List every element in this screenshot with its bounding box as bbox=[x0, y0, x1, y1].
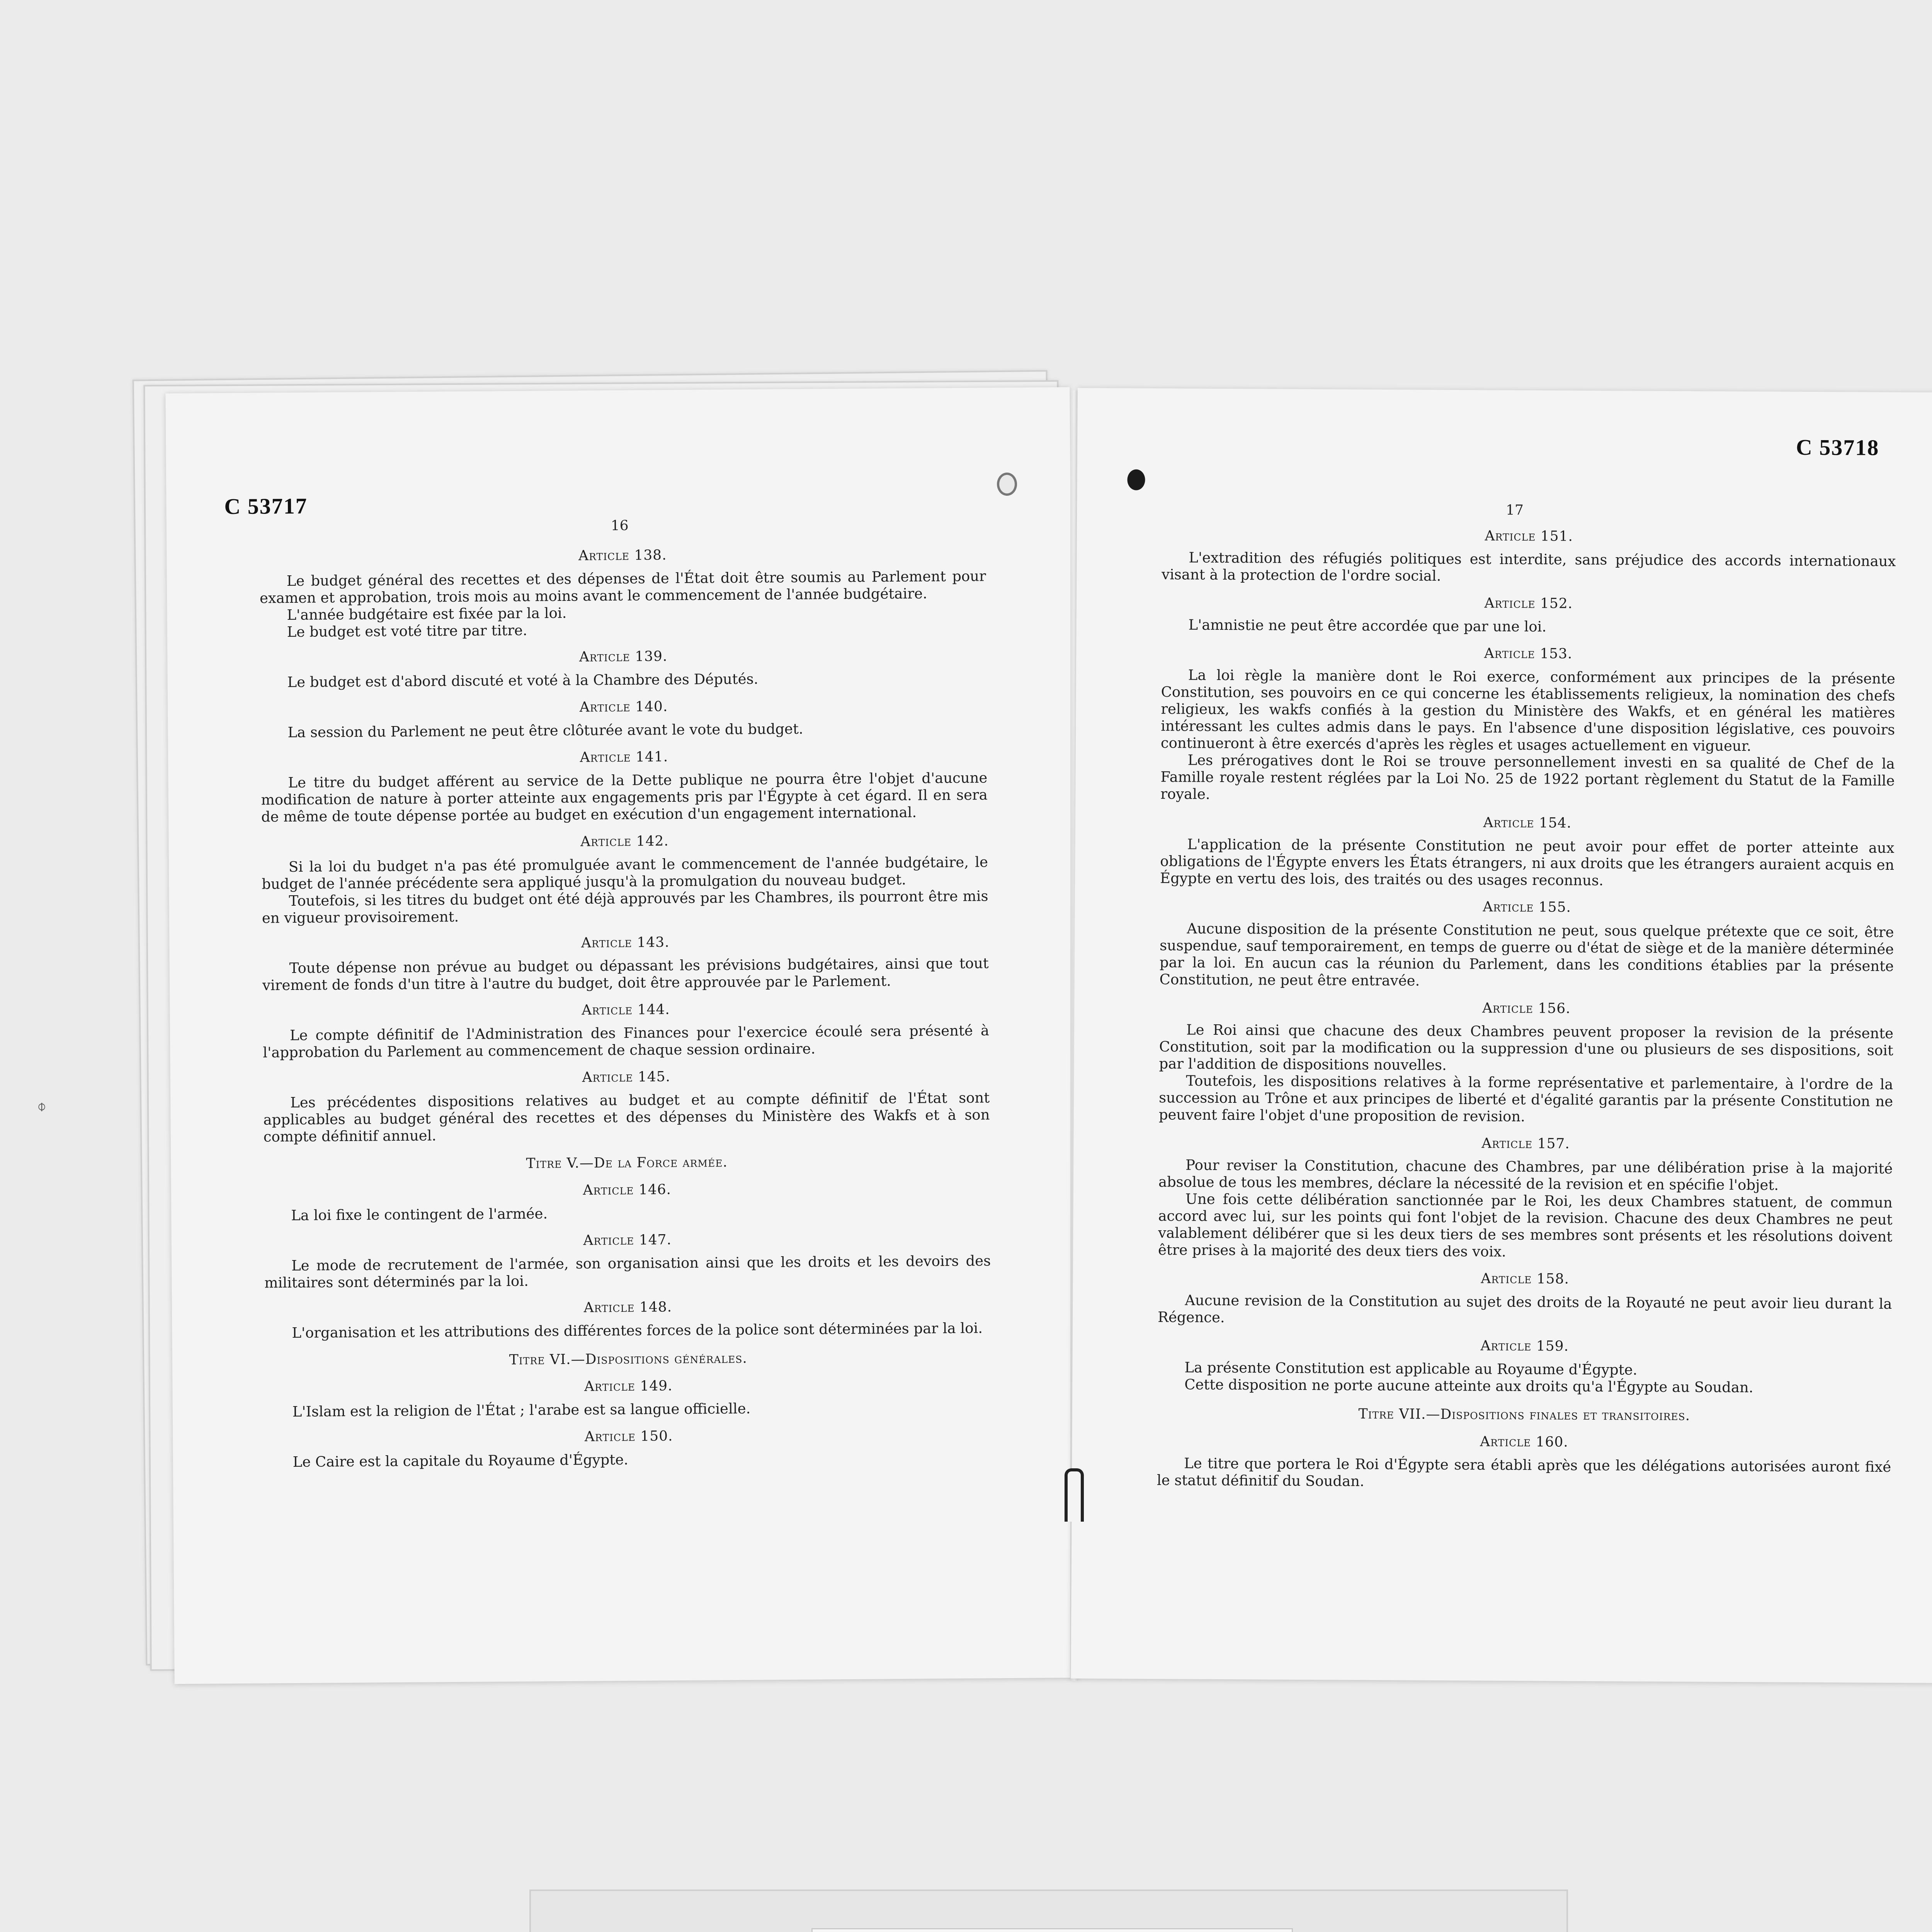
article-paragraph: Les prérogatives dont le Roi se trouve personnellement investi en sa qualité de Chef de la Famille royale restent réglées par la Loi No. 25 de 1922 portant règlement du Statut de la Famille royale. bbox=[1160, 752, 1895, 803]
article-heading: Article 141. bbox=[580, 749, 668, 765]
article-paragraph: L'année budgétaire est fixée par la loi. bbox=[287, 604, 567, 624]
article-paragraph: La loi fixe le contingent de l'armée. bbox=[291, 1205, 548, 1224]
staple-icon bbox=[1065, 1468, 1084, 1522]
article-heading: Article 147. bbox=[583, 1232, 672, 1248]
article-paragraph: Toutefois, si les titres du budget ont été déjà approuvés par les Chambres, ils pourront être mis en vigueur provisoirement. bbox=[262, 888, 988, 927]
article-heading: Article 148. bbox=[583, 1299, 672, 1316]
article-paragraph: Toute dépense non prévue au budget ou dépassant les prévisions budgétaires, ainsi que tout virement de fonds d'un titre à l'autre du budget, doit être approuvée par le Parlement. bbox=[262, 955, 989, 994]
open-booklet bbox=[139, 375, 1932, 1743]
article-paragraph: Le compte définitif de l'Administration des Finances pour l'exercice écoulé sera présenté à l'approbation du Parlement au commencement de chaque session ordinaire. bbox=[263, 1022, 990, 1061]
right-text-column bbox=[1157, 516, 1896, 1493]
title-heading: Titre VI.—Dispositions générales. bbox=[509, 1350, 748, 1368]
article-paragraph: Toutefois, les dispositions relatives à la forme représentative et parlementaire, à l'ordre de la succession au Trône et aux principes de liberté et d'égalité garantis par la présente Constitution ne peuvent faire l'objet d'une proposition de revision. bbox=[1158, 1072, 1893, 1125]
article-paragraph: Une fois cette délibération sanctionnée par le Roi, les deux Chambres statuent, de commun accord avec lui, sur les points qui font l'objet de la revision. Chacune des deux Chambres ne peut valablement délibérer que si les deux tiers de ses membres sont présents et les résolutions doivent être prises à la majorité des deux tiers des voix. bbox=[1158, 1190, 1893, 1260]
article-heading: Article 139. bbox=[579, 648, 668, 665]
title-heading: Titre V.—De la Force armée. bbox=[526, 1154, 728, 1172]
article-heading: Article 146. bbox=[583, 1182, 672, 1198]
article-paragraph: Pour reviser la Constitution, chacune des Chambres, par une délibération prise à la majorité absolue de tous les membres, déclare la nécessité de la revision et en spécifie l'objet. bbox=[1158, 1156, 1893, 1194]
article-paragraph: Si la loi du budget n'a pas été promulguée avant le commencement de l'année budgétaire, le budget de l'année précédente sera appliqué jusqu'à la promulgation du nouveau budget. bbox=[262, 854, 988, 893]
article-heading: Article 144. bbox=[582, 1002, 670, 1018]
article-heading: Article 156. bbox=[1482, 1000, 1571, 1017]
article-paragraph: La loi règle la manière dont le Roi exerce, conformément aux principes de la présente Constitution, ses pouvoirs en ce qui concerne les établissements religieux, la nomination des chefs religieux, les wakfs confiés à la gestion du Ministère des Wakfs, et en général les matières intéressant les cultes admis dans le pays. En l'absence d'une disposition législative, ces pouvoirs continueront à être exercés d'après les règles et usages actuellement en vigueur. bbox=[1160, 667, 1895, 755]
page-16 bbox=[165, 387, 1078, 1684]
article-paragraph: Le budget est d'abord discuté et voté à la Chambre des Députés. bbox=[287, 670, 759, 691]
title-heading: Titre VII.—Dispositions finales et transitoires. bbox=[1358, 1406, 1690, 1424]
page-number-right: 17 bbox=[1506, 502, 1524, 519]
article-paragraph: L'application de la présente Constitution ne peut avoir pour effet de porter atteinte aux obligations de l'Égypte envers les États étrangers, ni aux droits que les étrangers auraient acquis en Égypte en vertu des lois, des traités ou des usages reconnus. bbox=[1160, 836, 1895, 889]
article-paragraph: La présente Constitution est applicable au Royaume d'Égypte. bbox=[1184, 1359, 1638, 1378]
article-heading: Article 150. bbox=[584, 1428, 673, 1445]
article-paragraph: Le mode de recrutement de l'armée, son organisation ainsi que les droits et les devoirs des militaires sont déterminés par la loi. bbox=[264, 1252, 991, 1291]
article-paragraph: L'Islam est la religion de l'État ; l'arabe est sa langue officielle. bbox=[292, 1400, 751, 1420]
article-heading: Article 152. bbox=[1484, 595, 1573, 612]
article-paragraph: Le budget est voté titre par titre. bbox=[287, 622, 527, 641]
article-heading: Article 149. bbox=[584, 1378, 673, 1395]
article-paragraph: Le Caire est la capitale du Royaume d'Égypte. bbox=[293, 1451, 629, 1470]
article-paragraph: Le titre du budget afférent au service de la Dette publique ne pourra être l'objet d'aucune modification de nature à porter atteinte aux engagements pris par l'Égypte à cet égard. Il en sera de même de toute dépense portée au budget en exécution d'un engagement international. bbox=[261, 769, 988, 825]
article-paragraph: Le Roi ainsi que chacune des deux Chambres peuvent proposer la revision de la présente Constitution, soit par la modification ou la suppression d'une ou plusieurs de ses dispositions, soit par l'addition de dispositions nouvelles. bbox=[1159, 1021, 1894, 1073]
article-heading: Article 160. bbox=[1480, 1434, 1568, 1450]
punch-hole-icon bbox=[1127, 469, 1145, 490]
article-heading: Article 154. bbox=[1483, 815, 1572, 831]
archive-label-card bbox=[529, 1889, 1568, 1932]
left-text-column bbox=[259, 534, 992, 1471]
article-paragraph: L'amnistie ne peut être accordée que par une loi. bbox=[1188, 616, 1547, 635]
page-id-right: C 53718 bbox=[1796, 434, 1879, 460]
article-paragraph: Aucune disposition de la présente Constitution ne peut, sous quelque prétexte que ce soit, être suspendue, sauf temporairement, en temps de guerre ou d'état de siège et de la manière déterminée par la loi. En aucun cas la réunion du Parlement, dans les conditions établies par la présente Constitution, ne peut être entravée. bbox=[1159, 920, 1894, 989]
punch-hole-icon bbox=[997, 473, 1017, 496]
article-heading: Article 155. bbox=[1483, 899, 1571, 915]
article-heading: Article 153. bbox=[1484, 645, 1573, 662]
collection-strip bbox=[811, 1928, 1293, 1932]
article-heading: Article 142. bbox=[580, 833, 669, 850]
article-paragraph: L'organisation et les attributions des différentes forces de la police sont déterminées par la loi. bbox=[292, 1320, 983, 1341]
page-17 bbox=[1071, 388, 1932, 1683]
article-heading: Article 145. bbox=[582, 1069, 671, 1085]
article-paragraph: Les précédentes dispositions relatives au budget et au compte définitif de l'État sont applicables au budget général des recettes et des dépenses du Ministère des Wakfs et à son compte définitif annuel. bbox=[263, 1089, 990, 1145]
article-heading: Article 151. bbox=[1485, 528, 1573, 544]
article-heading: Article 157. bbox=[1481, 1135, 1570, 1152]
page-number-left: 16 bbox=[611, 517, 629, 534]
article-heading: Article 140. bbox=[579, 699, 668, 715]
article-paragraph: Le budget général des recettes et des dépenses de l'État doit être soumis au Parlement pour examen et approbation, trois mois au moins avant le commencement de l'année budgétaire. bbox=[259, 568, 986, 607]
article-paragraph: Le titre que portera le Roi d'Égypte sera établi après que les délégations autorisées auront fixé le statut définitif du Soudan. bbox=[1156, 1455, 1891, 1490]
page-id-left: C 53717 bbox=[224, 493, 308, 519]
article-paragraph: La session du Parlement ne peut être clôturée avant le vote du budget. bbox=[287, 720, 803, 741]
article-paragraph: Cette disposition ne porte aucune atteinte aux droits qu'a l'Égypte au Soudan. bbox=[1184, 1376, 1753, 1396]
article-paragraph: Aucune revision de la Constitution au sujet des droits de la Royauté ne peut avoir lieu durant la Régence. bbox=[1158, 1292, 1892, 1326]
margin-mark-icon: ⌽ bbox=[37, 1097, 46, 1115]
article-heading: Article 159. bbox=[1480, 1338, 1569, 1354]
article-heading: Article 143. bbox=[581, 934, 670, 951]
article-paragraph: L'extradition des réfugiés politiques est interdite, sans préjudice des accords internationaux visant à la protection de l'ordre social. bbox=[1162, 549, 1896, 584]
article-heading: Article 158. bbox=[1481, 1270, 1570, 1287]
article-heading: Article 138. bbox=[578, 547, 667, 564]
